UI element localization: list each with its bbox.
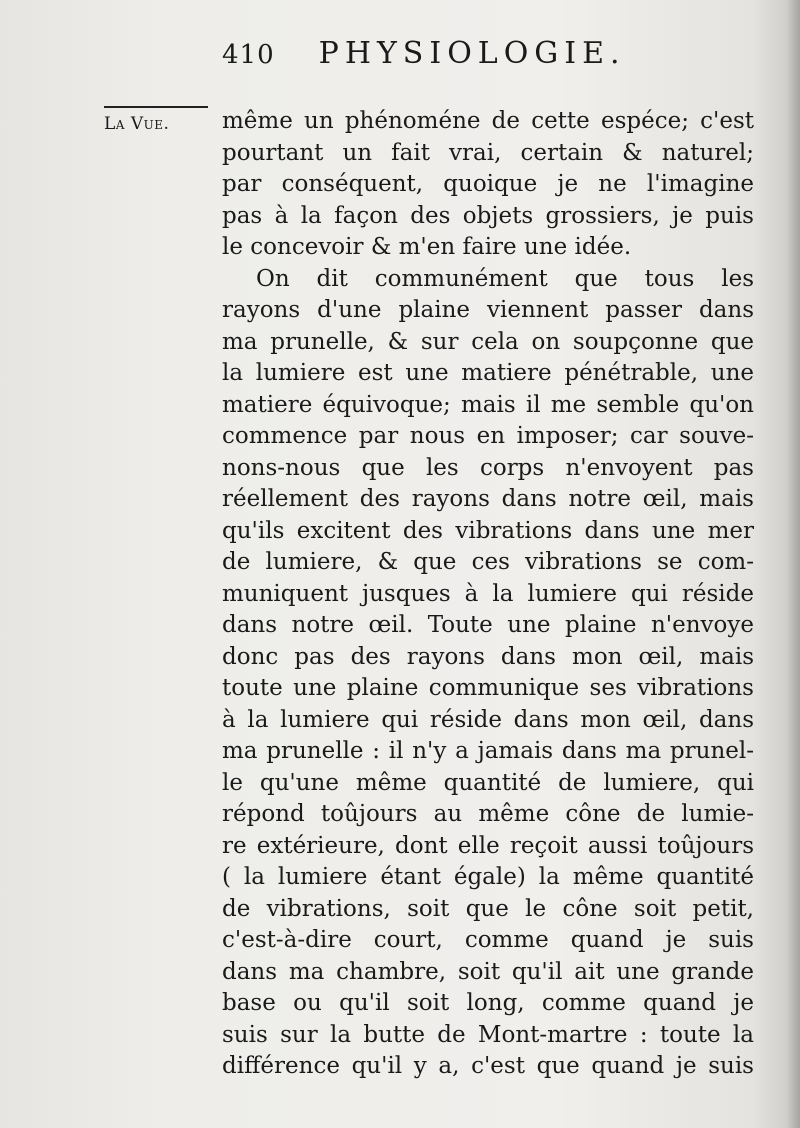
text-line: ( la lumiere étant égale) la même quantité <box>222 864 754 890</box>
text-line: réellement des rayons dans notre œil, mais <box>222 486 754 512</box>
text-line: muniquent jusques à la lumiere qui réside <box>222 580 754 607</box>
text-line: la lumiere est une matiere pénétrable, une <box>222 360 754 386</box>
margin-note: La Vue. <box>104 106 208 134</box>
text-line: re extérieure, dont elle reçoit aussi toûjours <box>222 832 754 859</box>
text-line: c'est-à-dire court, comme quand je suis <box>222 927 754 953</box>
text-line: suis sur la butte de Mont-martre : toute la <box>222 1021 754 1048</box>
text-line: ma prunelle : il n'y a jamais dans ma prunel- <box>222 738 754 764</box>
text-line: nons-nous que les corps n'envoyent pas <box>222 454 754 481</box>
text-line: dans notre œil. Toute une plaine n'envoye <box>222 612 754 638</box>
text-line: rayons d'une plaine viennent passer dans <box>222 297 754 323</box>
text-line: même un phénoméne de cette espéce; c'est <box>222 108 754 134</box>
text-line: par conséquent, quoique je ne l'imagine <box>222 171 754 197</box>
text-line: répond toûjours au même cône de lumie- <box>222 801 754 827</box>
text-line: commence par nous en imposer; car souve- <box>222 423 754 449</box>
page-header <box>222 36 682 71</box>
text-line: donc pas des rayons dans mon œil, mais <box>222 643 754 670</box>
body-text <box>222 106 754 1083</box>
text-line: de vibrations, soit que le cône soit petit, <box>222 895 754 922</box>
text-line: matiere équivoque; mais il me semble qu'on <box>222 391 754 418</box>
text-line: de lumiere, & que ces vibrations se com- <box>222 549 754 575</box>
text-line: pourtant un fait vrai, certain & naturel; <box>222 139 754 166</box>
page-number: 410 <box>222 40 275 70</box>
text-line: base ou qu'il soit long, comme quand je <box>222 990 754 1016</box>
text-line: différence qu'il y a, c'est que quand je suis <box>222 1053 754 1079</box>
text-line: ma prunelle, & sur cela on soupçonne que <box>222 328 754 355</box>
text-line: qu'ils excitent des vibrations dans une mer <box>222 517 754 544</box>
text-line: On dit communément que tous les <box>256 265 754 292</box>
page-spine-shadow <box>786 0 800 1128</box>
text-line: dans ma chambre, soit qu'il ait une grande <box>222 958 754 985</box>
text-line: à la lumiere qui réside dans mon œil, dans <box>222 706 754 733</box>
text-line: pas à la façon des objets grossiers, je puis <box>222 202 754 229</box>
running-title: PHYSIOLOGIE. <box>318 36 626 71</box>
text-line: le concevoir & m'en faire une idée. <box>222 234 632 260</box>
text-line: le qu'une même quantité de lumiere, qui <box>222 769 754 796</box>
text-line: toute une plaine communique ses vibrations <box>222 675 754 701</box>
